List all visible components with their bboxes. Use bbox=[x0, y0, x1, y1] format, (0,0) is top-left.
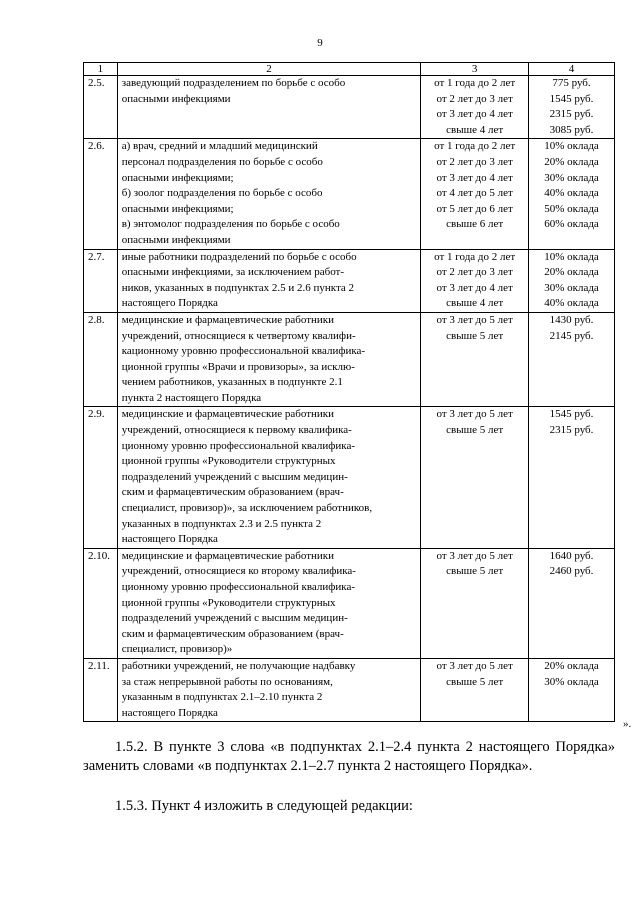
row-number: 2.9. bbox=[84, 407, 118, 548]
row-amounts-line: 1640 руб. bbox=[549, 549, 594, 562]
row-description-line: учреждений, относящиеся к первому квалифика- bbox=[121, 424, 352, 437]
row-description-line: в) энтомолог подразделения по борьбе с особо bbox=[121, 218, 340, 231]
row-terms bbox=[421, 548, 529, 658]
table-row bbox=[84, 312, 615, 407]
row-description-line: специалист, провизор)», за исключением работников, bbox=[121, 502, 373, 515]
row-amounts-line: 40% оклада bbox=[544, 297, 599, 310]
row-description-line: настоящего Порядка bbox=[121, 706, 218, 719]
row-description-line: опасными инфекциями, за исключением работ- bbox=[121, 266, 345, 279]
row-description-line: опасными инфекциями; bbox=[121, 202, 234, 215]
row-terms-line: от 2 лет до 3 лет bbox=[436, 155, 513, 168]
row-terms-line: от 3 лет до 5 лет bbox=[436, 408, 513, 421]
row-description-line: работники учреждений, не получающие надбавку bbox=[121, 659, 356, 672]
row-amounts-line: 20% оклада bbox=[544, 659, 599, 672]
row-amounts-line: 30% оклада bbox=[544, 281, 599, 294]
row-number: 2.5. bbox=[84, 76, 118, 139]
row-description-line: настоящего Порядка bbox=[121, 533, 218, 546]
row-amounts-line: 20% оклада bbox=[544, 266, 599, 279]
row-amounts-line: 20% оклада bbox=[544, 155, 599, 168]
row-description-line: б) зоолог подразделения по борьбе с особо bbox=[121, 187, 323, 200]
row-terms bbox=[421, 76, 529, 139]
row-description-line: за стаж непрерывной работы по основаниям, bbox=[121, 675, 333, 688]
row-description-line: пункта 2 настоящего Порядка bbox=[121, 391, 262, 404]
row-description-line: опасными инфекциями bbox=[121, 233, 231, 246]
row-terms-line: от 3 лет до 4 лет bbox=[436, 108, 513, 121]
row-description-line: настоящего Порядка bbox=[121, 297, 218, 310]
header-col-2: 2 bbox=[117, 63, 421, 76]
page-number: 9 bbox=[317, 37, 323, 49]
row-description bbox=[117, 407, 421, 548]
row-terms bbox=[421, 658, 529, 721]
row-description-line: подразделений учреждений с высшим медицин- bbox=[121, 470, 348, 483]
row-amounts-line: 50% оклада bbox=[544, 202, 599, 215]
row-description-line: специалист, провизор)» bbox=[121, 643, 233, 656]
row-amounts bbox=[529, 139, 615, 249]
row-amounts-line: 30% оклада bbox=[544, 675, 599, 688]
row-amounts-line: 2460 руб. bbox=[549, 565, 594, 578]
row-terms-line: от 1 года до 2 лет bbox=[434, 140, 516, 153]
row-terms bbox=[421, 312, 529, 407]
table-row bbox=[84, 139, 615, 249]
row-description-line: заведующий подразделением по борьбе с особо bbox=[121, 77, 346, 89]
row-description-line: кационному уровню профессиональной квалифика- bbox=[121, 345, 366, 358]
paragraph-1-5-2: 1.5.2. В пункте 3 слова «в подпунктах 2.1–2.4 пункта 2 настоящего Порядка» заменить словами «в подпунктах 2.1–2.7 пункта 2 настоящего Порядка». bbox=[83, 739, 615, 774]
row-amounts bbox=[529, 249, 615, 312]
row-number: 2.8. bbox=[84, 312, 118, 407]
row-description-line: ционному уровню профессиональной квалифика- bbox=[121, 439, 356, 452]
header-col-1: 1 bbox=[84, 63, 118, 76]
row-terms-line: от 3 лет до 4 лет bbox=[436, 171, 513, 184]
table-row bbox=[84, 548, 615, 658]
paragraph-1-5-3: 1.5.3. Пункт 4 изложить в следующей редакции: bbox=[115, 798, 413, 814]
row-description bbox=[117, 249, 421, 312]
row-amounts-line: 10% оклада bbox=[544, 250, 599, 263]
row-number: 2.11. bbox=[84, 658, 118, 721]
row-amounts bbox=[529, 548, 615, 658]
row-terms-line: от 3 лет до 5 лет bbox=[436, 313, 513, 326]
row-terms-line: от 1 года до 2 лет bbox=[434, 250, 516, 263]
row-description bbox=[117, 139, 421, 249]
row-terms-line: свыше 4 лет bbox=[446, 297, 504, 310]
closing-quote: ». bbox=[623, 718, 632, 730]
row-description-line: чением работников, указанных в подпункте 2.1 bbox=[121, 376, 343, 389]
row-description-line: а) врач, средний и младший медицинский bbox=[121, 140, 318, 153]
row-description bbox=[117, 658, 421, 721]
row-terms-line: от 4 лет до 5 лет bbox=[436, 187, 513, 200]
row-amounts-line: 2145 руб. bbox=[549, 329, 594, 342]
row-description-line: указанным в подпунктах 2.1–2.10 пункта 2 bbox=[121, 691, 323, 704]
row-description-line: указанных в подпунктах 2.3 и 2.5 пункта 2 bbox=[121, 517, 322, 530]
row-number: 2.6. bbox=[84, 139, 118, 249]
row-description-line: учреждений, относящиеся к четвертому квалифи- bbox=[121, 329, 356, 342]
row-description bbox=[117, 312, 421, 407]
row-amounts-line: 1545 руб. bbox=[549, 92, 594, 105]
row-amounts bbox=[529, 407, 615, 548]
row-amounts-line: 2315 руб. bbox=[549, 108, 594, 121]
table-row bbox=[84, 407, 615, 548]
table-row bbox=[84, 658, 615, 721]
row-amounts-line: 30% оклада bbox=[544, 171, 599, 184]
row-terms-line: от 3 лет до 4 лет bbox=[436, 281, 513, 294]
row-terms-line: от 2 лет до 3 лет bbox=[436, 92, 513, 105]
row-description-line: подразделений учреждений с высшим медицин- bbox=[121, 612, 348, 625]
row-terms bbox=[421, 407, 529, 548]
row-description-line: ским и фармацевтическим образованием (врач- bbox=[121, 486, 344, 499]
row-description-line: медицинские и фармацевтические работники bbox=[121, 313, 335, 326]
table-row bbox=[84, 249, 615, 312]
row-terms-line: свыше 5 лет bbox=[446, 329, 504, 342]
row-terms bbox=[421, 139, 529, 249]
row-description-line: ционной группы «Руководители структурных bbox=[121, 596, 336, 609]
row-number: 2.7. bbox=[84, 249, 118, 312]
row-amounts-line: 1545 руб. bbox=[549, 408, 594, 421]
row-terms-line: свыше 4 лет bbox=[446, 123, 504, 136]
header-col-3: 3 bbox=[421, 63, 529, 76]
row-amounts bbox=[529, 658, 615, 721]
row-amounts-line: 60% оклада bbox=[544, 218, 599, 231]
row-terms-line: свыше 5 лет bbox=[446, 675, 504, 688]
table-row bbox=[84, 76, 615, 139]
row-terms-line: свыше 5 лет bbox=[446, 424, 504, 437]
row-terms-line: свыше 6 лет bbox=[446, 218, 504, 231]
table-header-row bbox=[84, 63, 615, 76]
header-col-4: 4 bbox=[529, 63, 615, 76]
allowance-table bbox=[83, 62, 615, 722]
row-description-line: медицинские и фармацевтические работники bbox=[121, 549, 335, 562]
row-terms-line: от 1 года до 2 лет bbox=[434, 77, 516, 89]
row-description-line: ционной группы «Руководители структурных bbox=[121, 455, 336, 468]
row-description-line: ционной группы «Врачи и провизоры», за исклю- bbox=[121, 360, 355, 373]
row-amounts bbox=[529, 312, 615, 407]
row-terms-line: от 5 лет до 6 лет bbox=[436, 202, 513, 215]
row-amounts-line: 10% оклада bbox=[544, 140, 599, 153]
row-description-line: ников, указанных в подпунктах 2.5 и 2.6 пункта 2 bbox=[121, 281, 355, 294]
row-amounts-line: 1430 руб. bbox=[549, 313, 594, 326]
row-amounts bbox=[529, 76, 615, 139]
row-amounts-line: 775 руб. bbox=[552, 77, 591, 89]
row-terms-line: от 2 лет до 3 лет bbox=[436, 266, 513, 279]
row-amounts-line: 2315 руб. bbox=[549, 424, 594, 437]
row-terms-line: свыше 5 лет bbox=[446, 565, 504, 578]
row-amounts-line: 3085 руб. bbox=[549, 123, 594, 136]
row-description-line: медицинские и фармацевтические работники bbox=[121, 408, 335, 421]
row-amounts-line: 40% оклада bbox=[544, 187, 599, 200]
row-description-line: опасными инфекциями; bbox=[121, 171, 234, 184]
row-description bbox=[117, 548, 421, 658]
row-description-line: персонал подразделения по борьбе с особо bbox=[121, 155, 323, 168]
row-description bbox=[117, 76, 421, 139]
row-terms-line: от 3 лет до 5 лет bbox=[436, 549, 513, 562]
row-terms bbox=[421, 249, 529, 312]
row-description-line: иные работники подразделений по борьбе с особо bbox=[121, 250, 357, 263]
row-terms-line: от 3 лет до 5 лет bbox=[436, 659, 513, 672]
row-number: 2.10. bbox=[84, 548, 118, 658]
row-description-line: опасными инфекциями bbox=[121, 92, 231, 105]
row-description-line: ционному уровню профессиональной квалифика- bbox=[121, 581, 356, 593]
row-description-line: ским и фармацевтическим образованием (врач- bbox=[121, 627, 344, 640]
row-description-line: учреждений, относящиеся ко второму квалифика- bbox=[121, 565, 356, 578]
